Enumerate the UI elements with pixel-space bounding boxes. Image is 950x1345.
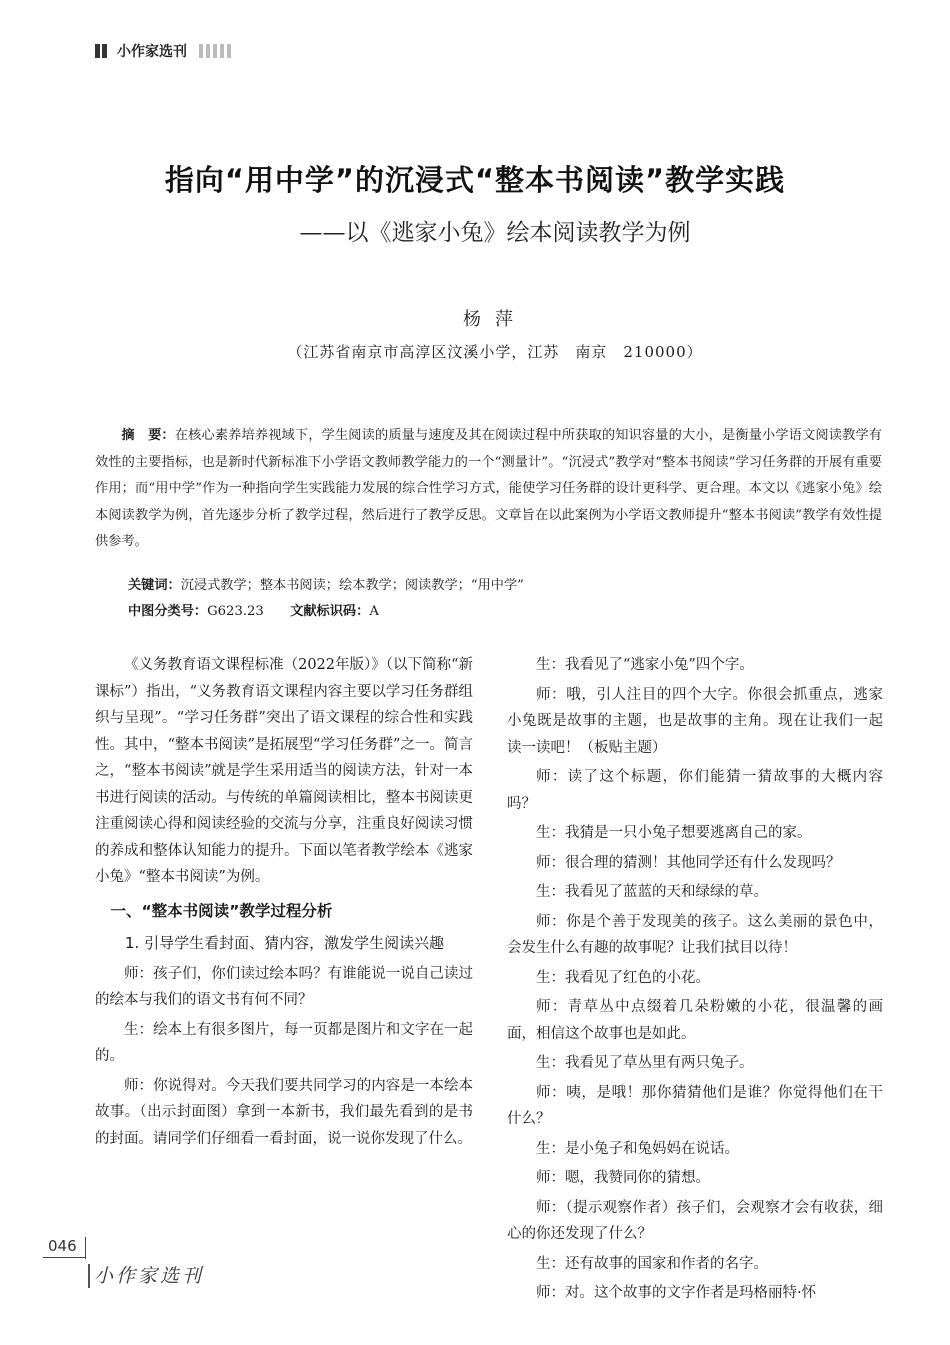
footer-rule bbox=[43, 1257, 85, 1258]
dialogue-paragraph: 生：我看见了蓝蓝的天和绿绿的草。 bbox=[536, 884, 768, 900]
abstract-text: 在核心素养培养视域下，学生阅读的质量与速度及其在阅读过程中所获取的知识容量的大小，是衡量小学语文阅读教学有效性的主要指标，也是新时代新标准下小学语文教师教学能力的一个“测量计”。“沉浸式”教学对“整本书阅读”学习任务群的开展有重要作用；而“用中学”作为一种指向学生实践能力发展的综合性学习方式，能使学习任务群的设计更科学、更合理。本文以《逃家小兔》绘本阅读教学为例，首先逐步分析了教学过程，然后进行了教学反思。文章旨在以此案例为小学语文教师提升“整本书阅读”教学有效性提供参考。 bbox=[95, 428, 882, 549]
abstract-label: 摘 要： bbox=[121, 428, 175, 443]
header-bar-mark bbox=[213, 44, 217, 58]
dialogue-paragraph: 生：绘本上有很多图片，每一页都是图片和文字在一起的。 bbox=[95, 1021, 473, 1064]
dialogue-paragraph: 师：哦，引人注目的四个大字。你很会抓重点，逃家小兔既是故事的主题，也是故事的主角。现在让我们一起读一读吧！（板贴主题） bbox=[507, 686, 883, 756]
dialogue-paragraph: 师：你说得对。今天我们要共同学习的内容是一本绘本故事。（出示封面图）拿到一本新书，我们最先看到的是书的封面。请同学们仔细看一看封面，说一说你发现了什么。 bbox=[95, 1077, 473, 1147]
dialogue-paragraph: 师：对。这个故事的文字作者是玛格丽特·怀 bbox=[536, 1285, 817, 1301]
header-bar-mark bbox=[220, 44, 224, 58]
keywords-label: 关键词： bbox=[128, 578, 181, 593]
footer-logo: 小作家选刊 bbox=[88, 1264, 204, 1288]
keywords-line bbox=[128, 573, 888, 599]
header-bar-mark bbox=[199, 44, 203, 58]
abstract bbox=[95, 423, 882, 556]
classification-line bbox=[128, 599, 888, 625]
paper-subtitle: ——以《逃家小兔》绘本阅读教学为例 bbox=[299, 220, 691, 246]
running-header bbox=[95, 40, 234, 62]
header-bar-mark bbox=[102, 44, 107, 58]
page-number: 046 bbox=[48, 1237, 77, 1255]
right-column bbox=[507, 652, 883, 1310]
dialogue-paragraph: 师：咦，是哦！那你猜猜他们是谁？你觉得他们在干什么？ bbox=[507, 1084, 883, 1127]
dialogue-paragraph: 师：孩子们，你们读过绘本吗？有谁能说一说自己读过的绘本与我们的语文书有何不同？ bbox=[95, 965, 473, 1008]
left-column bbox=[95, 652, 473, 1155]
dialogue-paragraph: 师：（提示观察作者）孩子们，会观察才会有收获，细心的你还发现了什么？ bbox=[507, 1199, 883, 1242]
dialogue-paragraph: 生：是小兔子和兔妈妈在说话。 bbox=[536, 1140, 739, 1157]
dialogue-paragraph: 生：我猜是一只小兔子想要逃离自己的家。 bbox=[536, 825, 812, 841]
dialogue-paragraph: 生：我看见了红色的小花。 bbox=[536, 969, 710, 986]
paper-title: 指向“用中学”的沉浸式“整本书阅读”教学实践 bbox=[164, 163, 786, 197]
author-name: 杨萍 bbox=[463, 309, 527, 330]
keywords-text: 沉浸式教学；整本书阅读；绘本教学；阅读教学；“用中学” bbox=[180, 578, 524, 593]
author-affiliation: （江苏省南京市高淳区汶溪小学，江苏 南京 210000） bbox=[287, 343, 703, 361]
clc-label: 中图分类号： bbox=[128, 604, 208, 619]
journal-name: 小作家选刊 bbox=[117, 44, 187, 60]
dialogue-paragraph: 师：很合理的猜测！其他同学还有什么发现吗？ bbox=[536, 854, 841, 871]
footer-rule-vertical bbox=[85, 1237, 86, 1259]
dialogue-paragraph: 师：青草丛中点缀着几朵粉嫩的小花，很温馨的画面，相信这个故事也是如此。 bbox=[507, 999, 883, 1042]
doc-code-label: 文献标识码： bbox=[290, 604, 370, 619]
header-bar-mark bbox=[206, 44, 210, 58]
intro-paragraph: 《义务教育语文课程标准（2022年版）》（以下简称“新课标”）指出，“义务教育语文课程内容主要以学习任务群组织与呈现”。“学习任务群”突出了语文课程的综合性和实践性。其中，“整本书阅读”是拓展型“学习任务群”之一。简言之，“整本书阅读”就是学生采用适当的阅读方法，针对一本书进行阅读的活动。与传统的单篇阅读相比，整本书阅读更注重阅读心得和阅读经验的交流与分享，注重良好阅读习惯的养成和整体认知能力的提升。下面以笔者教学绘本《逃家小兔》“整本书阅读”为例。 bbox=[95, 657, 473, 885]
dialogue-paragraph: 师：你是个善于发现美的孩子。这么美丽的景色中，会发生什么有趣的故事呢？让我们拭目以待！ bbox=[507, 913, 883, 956]
clc-value: G623.23 bbox=[207, 604, 264, 619]
dialogue-paragraph: 生：还有故事的国家和作者的名字。 bbox=[536, 1255, 768, 1272]
dialogue-paragraph: 师：读了这个标题，你们能猜一猜故事的大概内容吗？ bbox=[507, 769, 883, 812]
keywords-block bbox=[128, 573, 888, 625]
subsection-heading: 1. 引导学生看封面、猜内容，激发学生阅读兴趣 bbox=[125, 933, 445, 952]
doc-code-value: A bbox=[369, 604, 379, 619]
header-bar-mark bbox=[95, 44, 100, 58]
header-bar-mark bbox=[227, 44, 231, 58]
dialogue-paragraph: 师：嗯，我赞同你的猜想。 bbox=[536, 1170, 710, 1186]
section-heading: 一、“整本书阅读”教学过程分析 bbox=[110, 901, 333, 920]
dialogue-paragraph: 生：我看见了“逃家小兔”四个字。 bbox=[536, 657, 754, 673]
dialogue-paragraph: 生：我看见了草丛里有两只兔子。 bbox=[536, 1055, 754, 1071]
